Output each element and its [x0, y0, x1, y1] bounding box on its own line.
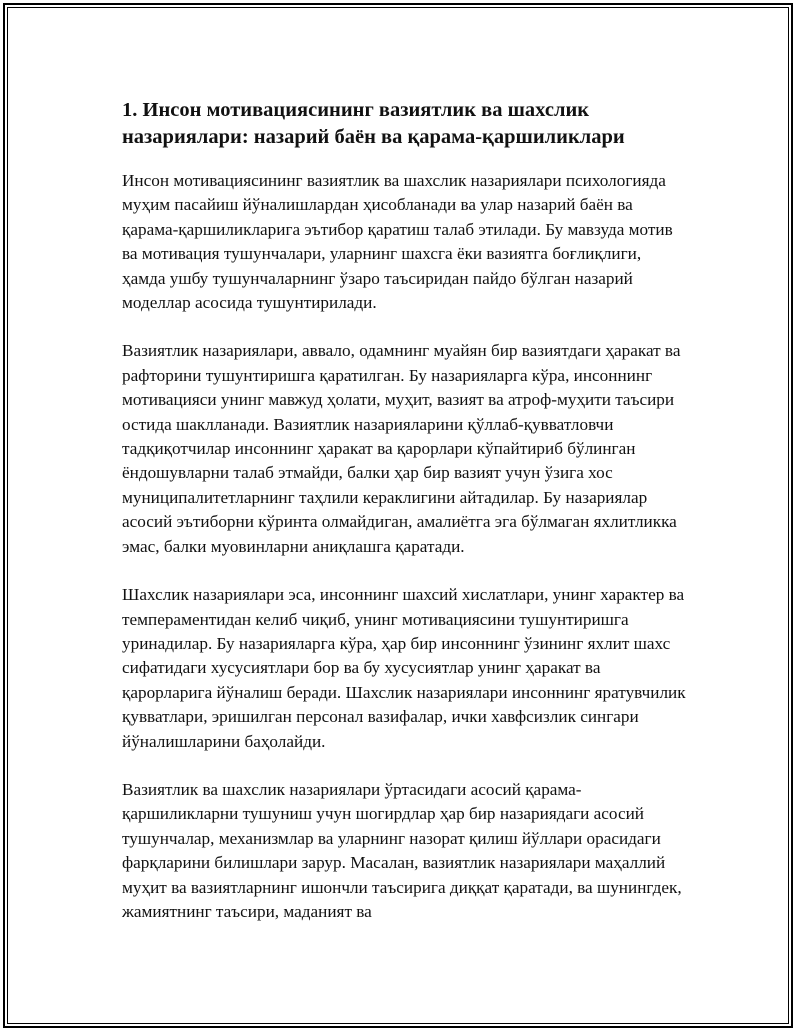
paragraph-personality-theories: Шахслик назариялари эса, инсоннинг шахсий хислатлари, унинг характер ва темпераментидан келиб чиқиб, унинг мотивациясини тушунтиришга уринадилар. Бу назарияларга кўра, ҳар бир инсоннинг ўзининг яхлит шахс сифатидаги хусусиятлари бор ва бу хусусиятлар унинг ҳаракат ва қарорларига йўналиш беради. Шахслик назариялари инсоннинг яратувчилик қувватлари, эришилган персонал вазифалар, ички хавфсизлик сингари йўналишларини баҳолайди.	[122, 585, 686, 751]
paragraph-situational-theories: Вазиятлик назариялари, аввало, одамнинг муайян бир вазиятдаги ҳаракат ва рафторини тушунтиришга қаратилган. Бу назарияларга кўра, инсоннинг мотивацияси унинг мавжуд ҳолати, муҳит, вазият ва атроф-муҳити таъсири остида шаклланади. Вазиятлик назарияларини қўллаб-қувватловчи тадқиқотчилар инсоннинг ҳаракат ва қарорлари кўпайтириб бўлинган ёндошувларни талаб этмайди, балки ҳар бир вазият учун ўзига хос муниципалитетларнинг таҳлили кераклигини айтадилар. Бу назариялар асосий эътиборни кўринта олмайдиган, амалиётга эга бўлмаган яхлитликка эмас, балки муовинларни аниқлашга қаратади.	[122, 341, 681, 556]
paragraph-intro: Инсон мотивациясининг вазиятлик ва шахслик назариялари психологияда муҳим пасайиш йўналишлардан ҳисобланади ва улар назарий баён ва қарама-қаршиликларига эътибор қаратиш талаб этилади. Бу мавзуда мотив ва мотивация тушунчалари, уларнинг шахсга ёки вазиятга боғлиқлиги, ҳамда ушбу тушунчаларнинг ўзаро таъсиридан пайдо бўлган назарий моделлар асосида тушунтирилади.	[122, 171, 673, 313]
page-frame	[3, 3, 793, 1028]
paragraph-contradictions: Вазиятлик ва шахслик назариялари ўртасидаги асосий қарама-қаршиликларни тушуниш учун шогирдлар ҳар бир назариядаги асосий тушунчалар, механизмлар ва уларнинг назорат қилиш йўллари орасидаги фарқларини билишлари зарур. Масалан, вазиятлик назариялари маҳаллий муҳит ва вазиятларнинг ишончли таъсирига диққат қаратади, ва шунингдек, жамиятнинг таъсири, маданият ва	[122, 779, 682, 921]
document-body	[122, 97, 688, 948]
section-heading: 1. Инсон мотивациясининг вазиятлик ва шахслик назариялари: назарий баён ва қарама-қаршиликлари	[122, 99, 625, 148]
